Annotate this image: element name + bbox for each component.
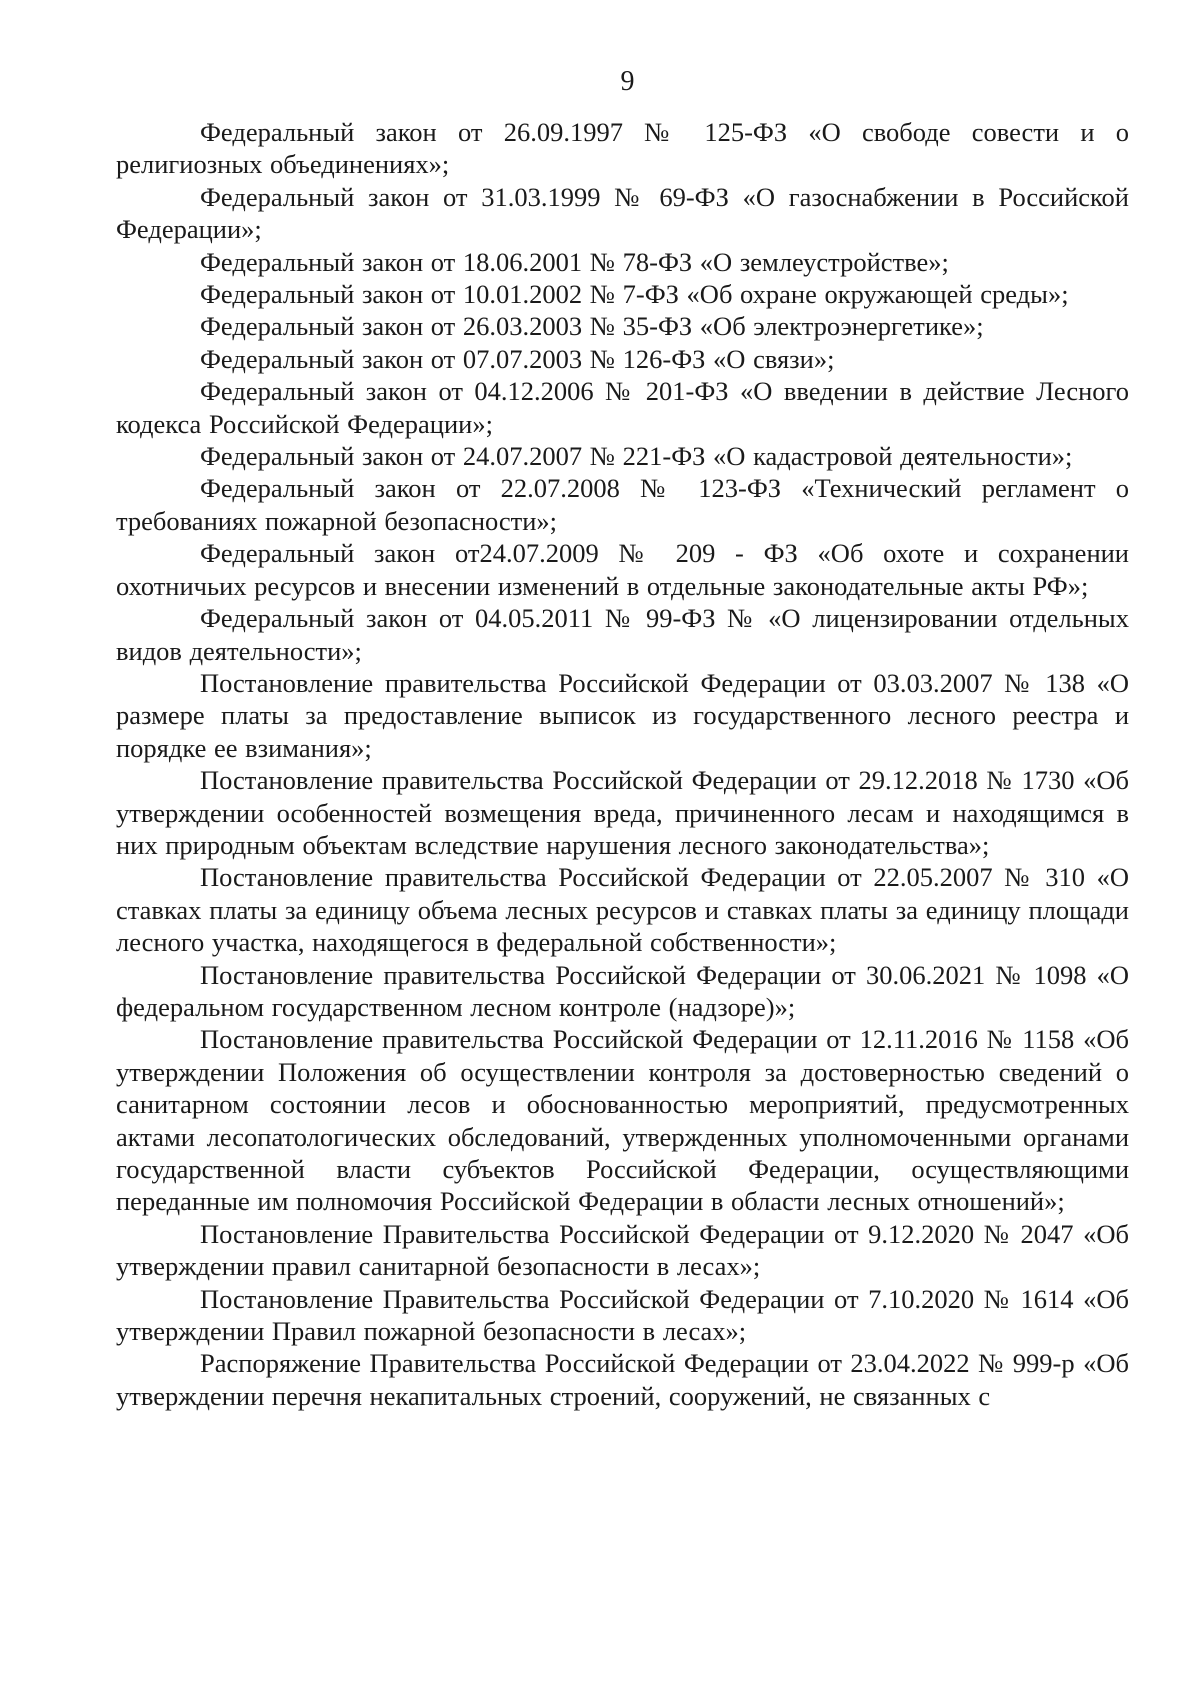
page-number: 9 — [620, 66, 635, 97]
list-item: Федеральный закон от 24.07.2007 № 221-ФЗ «О кадастровой деятельности»; — [200, 441, 1073, 472]
list-item: Постановление Правительства Российской Федерации от 9.12.2020 № 2047 «Об утверждении правил санитарной безопасности в лесах»; — [116, 1218, 1129, 1282]
list-item: Федеральный закон от 07.07.2003 № 126-ФЗ «О связи»; — [200, 343, 835, 374]
list-item: Федеральный закон от 22.07.2008 № 123-ФЗ «Технический регламент о требованиях пожарной безопасности»; — [116, 473, 1129, 536]
list-item: Постановление правительства Российской Федерации от 29.12.2018 № 1730 «Об утверждении особенностей возмещения вреда, причиненного лесам и находящимся в них природным объектам вследствие нарушения лесного законодательства»; — [116, 765, 1129, 860]
list-item: Постановление правительства Российской Федерации от 12.11.2016 № 1158 «Об утверждении Положения об осуществлении контроля за достоверностью сведений о санитарном состоянии лесов и обоснованностью мероприятий, предусмотренных актами лесопатологических обследований, утвержденных уполномоченными органами государственной власти субъектов Российской Федерации, осуществляющими переданные им полномочия Российской Федерации в области лесных отношений»; — [116, 1024, 1129, 1217]
list-item: Постановление правительства Российской Федерации от 30.06.2021 № 1098 «О федеральном государственном лесном контроле (надзоре)»; — [116, 959, 1129, 1022]
list-item: Постановление правительства Российской Федерации от 03.03.2007 № 138 «О размере платы за предоставление выписок из государственного лесного реестра и порядке ее взимания»; — [116, 667, 1129, 763]
list-item: Федеральный закон от 04.05.2011 № 99-ФЗ № «О лицензировании отдельных видов деятельности»; — [116, 603, 1129, 666]
document-body — [116, 116, 1129, 1412]
list-item: Федеральный закон от 31.03.1999 № 69-ФЗ «О газоснабжении в Российской Федерации»; — [116, 181, 1129, 245]
list-item: Федеральный закон от 04.12.2006 № 201-ФЗ «О введении в действие Лесного кодекса Российской Федерации»; — [116, 376, 1129, 439]
list-item: Федеральный закон от 10.01.2002 № 7-ФЗ «Об охране окружающей среды»; — [200, 279, 1069, 310]
list-item: Федеральный закон от24.07.2009 № 209 - ФЗ «Об охоте и сохранении охотничьих ресурсов и внесении изменений в отдельные законодательные акты РФ»; — [116, 538, 1129, 601]
list-item: Федеральный закон от 26.09.1997 № 125-ФЗ «О свободе совести и о религиозных объединениях»; — [116, 117, 1129, 180]
list-item: Постановление правительства Российской Федерации от 22.05.2007 № 310 «О ставках платы за единицу объема лесных ресурсов и ставках платы за единицу площади лесного участка, находящегося в федеральной собственности»; — [116, 862, 1129, 958]
list-item: Федеральный закон от 26.03.2003 № 35-ФЗ «Об электроэнергетике»; — [200, 311, 984, 342]
list-item: Постановление Правительства Российской Федерации от 7.10.2020 № 1614 «Об утверждении Правил пожарной безопасности в лесах»; — [116, 1283, 1129, 1347]
list-item: Распоряжение Правительства Российской Федерации от 23.04.2022 № 999-р «Об утверждении перечня некапитальных строений, сооружений, не связанных с — [116, 1348, 1129, 1411]
list-item: Федеральный закон от 18.06.2001 № 78-ФЗ «О землеустройстве»; — [200, 246, 949, 277]
